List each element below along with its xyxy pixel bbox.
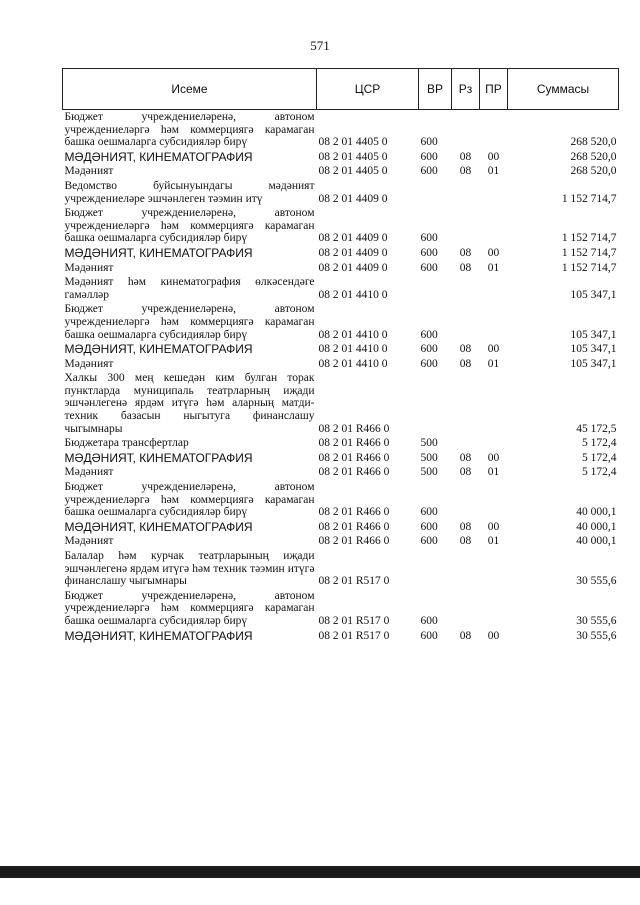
scan-bottom-border [0, 866, 640, 878]
row-name: Бюджет учреждениеләренә, автоном учреждениеләргә һәм коммерциягә карамаган башка оешмаларга субсидияләр бирү [64, 303, 315, 341]
row-name: Ведомство буйсынуындагы мәдәният учреждениеләре эшчәнлеген тәэмин итү [64, 179, 315, 205]
row-name: Мәдәният [64, 261, 114, 274]
row-vr: 500 [420, 466, 438, 479]
table-row [63, 110, 619, 150]
row-csr: 08 2 01 4409 0 [318, 246, 388, 259]
row-rz: 08 [459, 451, 472, 464]
row-pr: 00 [487, 246, 500, 259]
row-rz [452, 371, 480, 436]
row-name: МӘДӘНИЯТ, КИНЕМАТОГРАФИЯ [64, 628, 253, 643]
row-sum: 5 172,4 [582, 437, 617, 450]
row-pr: 00 [487, 343, 500, 356]
row-sum: 1 152 714,7 [561, 246, 617, 259]
row-sum: 30 555,6 [576, 575, 617, 588]
page-number: 571 [310, 38, 330, 53]
row-rz: 08 [459, 343, 472, 356]
table-row [63, 589, 619, 629]
row-rz [452, 110, 480, 150]
row-pr [480, 589, 508, 629]
row-pr [480, 371, 508, 436]
row-pr: 00 [487, 629, 500, 642]
table-row [63, 275, 619, 302]
row-vr: 600 [420, 343, 438, 356]
row-vr: 600 [420, 232, 438, 245]
row-name: Мәдәният [64, 535, 114, 548]
row-vr: 600 [420, 328, 438, 341]
row-sum: 5 172,4 [582, 451, 617, 464]
row-sum: 30 555,6 [576, 629, 617, 642]
row-sum: 40 000,1 [576, 535, 617, 548]
table-row [63, 302, 619, 342]
row-csr: 08 2 01 R466 0 [318, 506, 390, 519]
row-vr [419, 549, 452, 589]
row-vr: 600 [420, 357, 438, 370]
row-pr: 00 [487, 520, 500, 533]
table-row [63, 436, 619, 451]
row-csr: 08 2 01 4405 0 [318, 136, 388, 149]
row-csr: 08 2 01 4410 0 [318, 288, 388, 301]
header-rz: Рз [452, 69, 480, 110]
row-csr: 08 2 01 R517 0 [318, 629, 390, 642]
row-name: МӘДӘНИЯТ, КИНЕМАТОГРАФИЯ [64, 519, 253, 534]
table-row [63, 465, 619, 480]
row-sum: 30 555,6 [576, 614, 617, 627]
row-rz [452, 179, 480, 206]
header-sum: Суммасы [508, 69, 619, 110]
row-vr [419, 371, 452, 436]
row-csr: 08 2 01 4409 0 [318, 192, 388, 205]
row-vr: 600 [420, 614, 438, 627]
table-row [63, 520, 619, 535]
row-name: МӘДӘНИЯТ, КИНЕМАТОГРАФИЯ [64, 149, 253, 164]
row-pr: 00 [487, 150, 500, 163]
row-pr: 01 [487, 535, 500, 548]
row-rz [452, 589, 480, 629]
row-pr [480, 206, 508, 246]
row-rz: 08 [459, 520, 472, 533]
table-row [63, 371, 619, 436]
row-csr: 08 2 01 R466 0 [318, 466, 390, 479]
row-name: Бюджет учреждениеләренә, автоном учреждениеләргә һәм коммерциягә карамаган башка оешмаларга субсидияләр бирү [64, 589, 315, 627]
row-rz: 08 [459, 261, 472, 274]
row-vr [419, 275, 452, 302]
row-pr: 01 [487, 357, 500, 370]
budget-table [62, 68, 619, 643]
row-csr: 08 2 01 4410 0 [318, 343, 388, 356]
table-header-row [63, 69, 619, 110]
row-name: Бюджет учреждениеләренә, автоном учреждениеләргә һәм коммерциягә карамаган башка оешмаларга субсидияләр бирү [64, 111, 315, 149]
row-sum: 40 000,1 [576, 520, 617, 533]
row-sum: 1 152 714,7 [561, 192, 617, 205]
row-sum: 105 347,1 [570, 328, 617, 341]
table-row [63, 150, 619, 165]
row-csr: 08 2 01 R466 0 [318, 535, 390, 548]
table-row [63, 549, 619, 589]
table-row [63, 261, 619, 276]
row-pr [480, 480, 508, 520]
row-csr: 08 2 01 4405 0 [318, 150, 388, 163]
row-name: Мәдәният [64, 165, 114, 178]
row-name: Мәдәният һәм кинематография өлкәсендәге гамәлләр [64, 276, 315, 301]
row-vr: 600 [420, 136, 438, 149]
table-row [63, 534, 619, 549]
row-name: МӘДӘНИЯТ, КИНЕМАТОГРАФИЯ [64, 342, 253, 357]
row-name: Балалар һәм курчак театрларының иҗади эшчәнлегенә ярдәм итүгә һәм техник тәэмин итүгә финанслашу чыгымнары [64, 550, 315, 588]
row-vr: 600 [420, 150, 438, 163]
row-name: Бюджетара трансфертлар [64, 437, 189, 450]
row-sum: 45 172,5 [576, 422, 617, 435]
row-rz: 08 [459, 150, 472, 163]
row-sum: 268 520,0 [570, 136, 617, 149]
row-rz [452, 206, 480, 246]
row-sum: 268 520,0 [570, 165, 617, 178]
row-vr: 600 [420, 246, 438, 259]
table-row [63, 342, 619, 357]
row-vr: 600 [420, 261, 438, 274]
row-pr [480, 302, 508, 342]
row-name: Бюджет учреждениеләренә, автоном учреждениеләргә һәм коммерциягә карамаган башка оешмаларга субсидияләр бирү [64, 207, 315, 245]
row-rz: 08 [459, 165, 472, 178]
row-rz: 08 [459, 246, 472, 259]
row-csr: 08 2 01 R517 0 [318, 575, 390, 588]
row-csr: 08 2 01 R466 0 [318, 451, 390, 464]
row-vr [419, 179, 452, 206]
row-csr: 08 2 01 R517 0 [318, 614, 390, 627]
row-csr: 08 2 01 4409 0 [318, 232, 388, 245]
table-row [63, 164, 619, 179]
table-row [63, 480, 619, 520]
row-name: Мәдәният [64, 466, 114, 479]
row-csr: 08 2 01 4405 0 [318, 165, 388, 178]
row-rz [452, 436, 480, 451]
row-rz [452, 275, 480, 302]
row-pr [480, 110, 508, 150]
row-vr: 500 [420, 451, 438, 464]
row-pr [480, 179, 508, 206]
row-pr [480, 275, 508, 302]
row-name: МӘДӘНИЯТ, КИНЕМАТОГРАФИЯ [64, 450, 253, 465]
table-row [63, 629, 619, 644]
row-vr: 600 [420, 629, 438, 642]
table-row [63, 357, 619, 372]
row-sum: 40 000,1 [576, 506, 617, 519]
row-name: Мәдәният [64, 357, 114, 370]
header-vr: ВР [419, 69, 452, 110]
row-pr [480, 436, 508, 451]
table-row [63, 179, 619, 206]
row-pr: 00 [487, 451, 500, 464]
row-pr: 01 [487, 466, 500, 479]
row-rz [452, 549, 480, 589]
row-rz: 08 [459, 629, 472, 642]
row-pr: 01 [487, 261, 500, 274]
row-rz [452, 302, 480, 342]
row-csr: 08 2 01 R466 0 [318, 437, 390, 450]
row-csr: 08 2 01 4410 0 [318, 357, 388, 370]
table-row [63, 451, 619, 466]
row-rz: 08 [459, 357, 472, 370]
row-sum: 268 520,0 [570, 150, 617, 163]
row-rz: 08 [459, 466, 472, 479]
row-rz [452, 480, 480, 520]
header-csr: ЦСР [317, 69, 419, 110]
row-vr: 600 [420, 535, 438, 548]
header-pr: ПР [480, 69, 508, 110]
row-csr: 08 2 01 4409 0 [318, 261, 388, 274]
row-name: Бюджет учреждениеләренә, автоном учреждениеләргә һәм коммерциягә карамаган башка оешмаларга субсидияләр бирү [64, 481, 315, 519]
row-csr: 08 2 01 R466 0 [318, 422, 390, 435]
row-sum: 105 347,1 [570, 288, 617, 301]
row-name: МӘДӘНИЯТ, КИНЕМАТОГРАФИЯ [64, 245, 253, 260]
row-pr [480, 549, 508, 589]
row-sum: 105 347,1 [570, 357, 617, 370]
row-pr: 01 [487, 165, 500, 178]
row-sum: 1 152 714,7 [561, 232, 617, 245]
table-row [63, 246, 619, 261]
row-name: Халкы 300 мең кешедән ким булган торак пунктларда муниципаль театрларның иҗади эшчәнлегенә ярдәм итүгә һәм аларның матди-техник базасын ныгытуга финанслашу чыгымнары [64, 372, 315, 435]
row-vr: 500 [420, 437, 438, 450]
header-name: Исеме [63, 69, 317, 110]
row-rz: 08 [459, 535, 472, 548]
row-sum: 105 347,1 [570, 343, 617, 356]
table-row [63, 206, 619, 246]
row-csr: 08 2 01 R466 0 [318, 520, 390, 533]
row-sum: 5 172,4 [582, 466, 617, 479]
row-csr: 08 2 01 4410 0 [318, 328, 388, 341]
row-sum: 1 152 714,7 [561, 261, 617, 274]
row-vr: 600 [420, 506, 438, 519]
row-vr: 600 [420, 520, 438, 533]
row-vr: 600 [420, 165, 438, 178]
